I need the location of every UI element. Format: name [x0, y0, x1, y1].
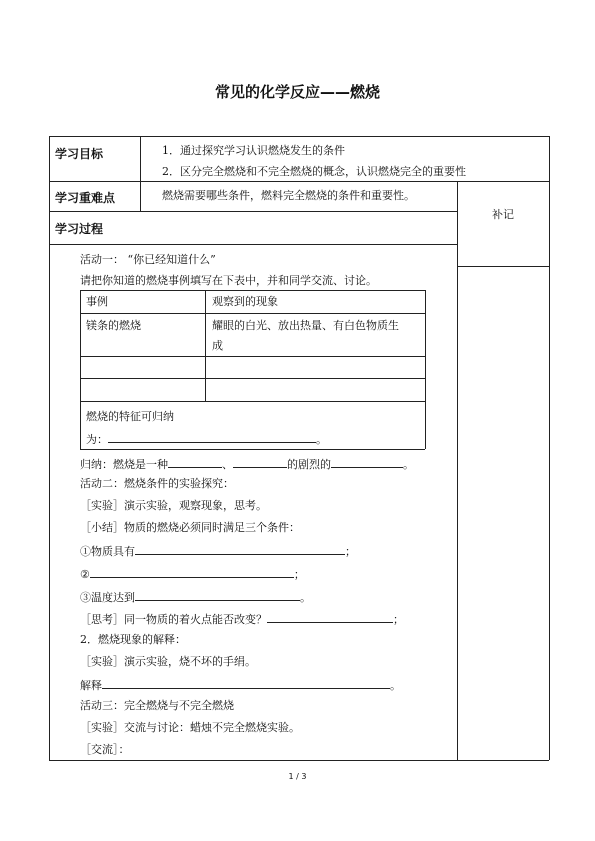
row-divider-objectives [49, 181, 549, 182]
key-points-text: 燃烧需要哪些条件，燃料完全燃烧的条件和重要性。 [162, 189, 415, 202]
notes-divider [457, 266, 549, 267]
inner-row-4 [80, 401, 425, 402]
activity2-experiment: ［实验］演示实验，观察现象，思考。 [80, 499, 267, 512]
inner-border-top [80, 290, 425, 291]
inner-row-1 [80, 313, 425, 314]
feature-line-2: 为： 。 [86, 433, 327, 446]
objectives-header: 学习目标 [55, 147, 104, 161]
activity2-conclusion: ［小结］物质的燃烧必须同时满足三个条件： [80, 521, 300, 534]
table-border-bottom [49, 760, 549, 761]
inner-col-divider [205, 290, 206, 401]
activity2-title: 活动二：燃烧条件的实验探究： [80, 477, 234, 490]
feature-line-1: 燃烧的特征可归纳 [86, 410, 174, 423]
page-number: 1 / 3 [288, 772, 307, 781]
objective-1: 1．通过探究学习认识燃烧发生的条件 [162, 144, 345, 157]
condition-1: ①物质具有 ； [80, 545, 356, 558]
condition-2: ② ； [80, 568, 305, 581]
activity3-title: 活动三：完全燃烧与不完全燃烧 [80, 699, 234, 712]
example-magnesium: 镁条的燃烧 [86, 319, 141, 332]
page-title: 常见的化学反应——燃烧 [214, 83, 380, 101]
summary-blank-1[interactable] [168, 456, 222, 468]
summary-line: 归纳：燃烧是一种 、 的剧烈的 。 [80, 458, 414, 471]
activity1-title: 活动一： “你已经知道什么” [80, 253, 216, 266]
inner-border-bottom [80, 449, 425, 450]
activity3-experiment: ［实验］交流与讨论：蜡烛不完全燃烧实验。 [80, 721, 300, 734]
notes-header: 补记 [492, 208, 514, 221]
row-divider-process [49, 244, 457, 245]
condition-3: ③温度达到 。 [80, 591, 311, 604]
row-divider-keypoints [49, 211, 457, 212]
phenomenon-line-1: 耀眼的白光、放出热量、有白色物质生 [212, 319, 399, 332]
condition-1-blank[interactable] [135, 543, 345, 555]
col-header-phenomenon: 观察到的现象 [212, 295, 278, 308]
process-header: 学习过程 [55, 222, 104, 236]
activity2-sub2: 2．燃烧现象的解释： [80, 633, 186, 646]
activity1-instruction: 请把你知道的燃烧事例填写在下表中，并和同学交流、讨论。 [80, 274, 377, 287]
think-question: ［思考］同一物质的着火点能否改变？ ； [80, 613, 404, 626]
inner-border-left [80, 290, 81, 449]
inner-row-3 [80, 378, 425, 379]
header-column-divider [140, 136, 141, 211]
summary-blank-3[interactable] [331, 456, 403, 468]
activity3-exchange: ［交流］： [80, 743, 130, 756]
inner-border-right [425, 290, 426, 449]
objective-2: 2．区分完全燃烧和不完全燃烧的概念，认识燃烧完全的重要性 [162, 165, 466, 178]
table-border-top [49, 136, 549, 137]
table-border-left [49, 136, 50, 760]
think-blank[interactable] [267, 611, 393, 623]
condition-3-blank[interactable] [135, 589, 300, 601]
activity2-experiment2: ［实验］演示实验，烧不坏的手绢。 [80, 655, 256, 668]
table-border-right [549, 136, 550, 760]
phenomenon-line-2: 成 [212, 339, 223, 352]
explain-line: 解释 。 [80, 679, 401, 692]
feature-blank[interactable] [108, 431, 316, 443]
condition-2-blank[interactable] [90, 566, 294, 578]
explain-blank[interactable] [102, 677, 390, 689]
key-points-header: 学习重难点 [55, 191, 116, 205]
inner-row-2 [80, 356, 425, 357]
col-header-example: 事例 [86, 295, 108, 308]
summary-blank-2[interactable] [233, 456, 287, 468]
notes-column-divider [457, 181, 458, 760]
